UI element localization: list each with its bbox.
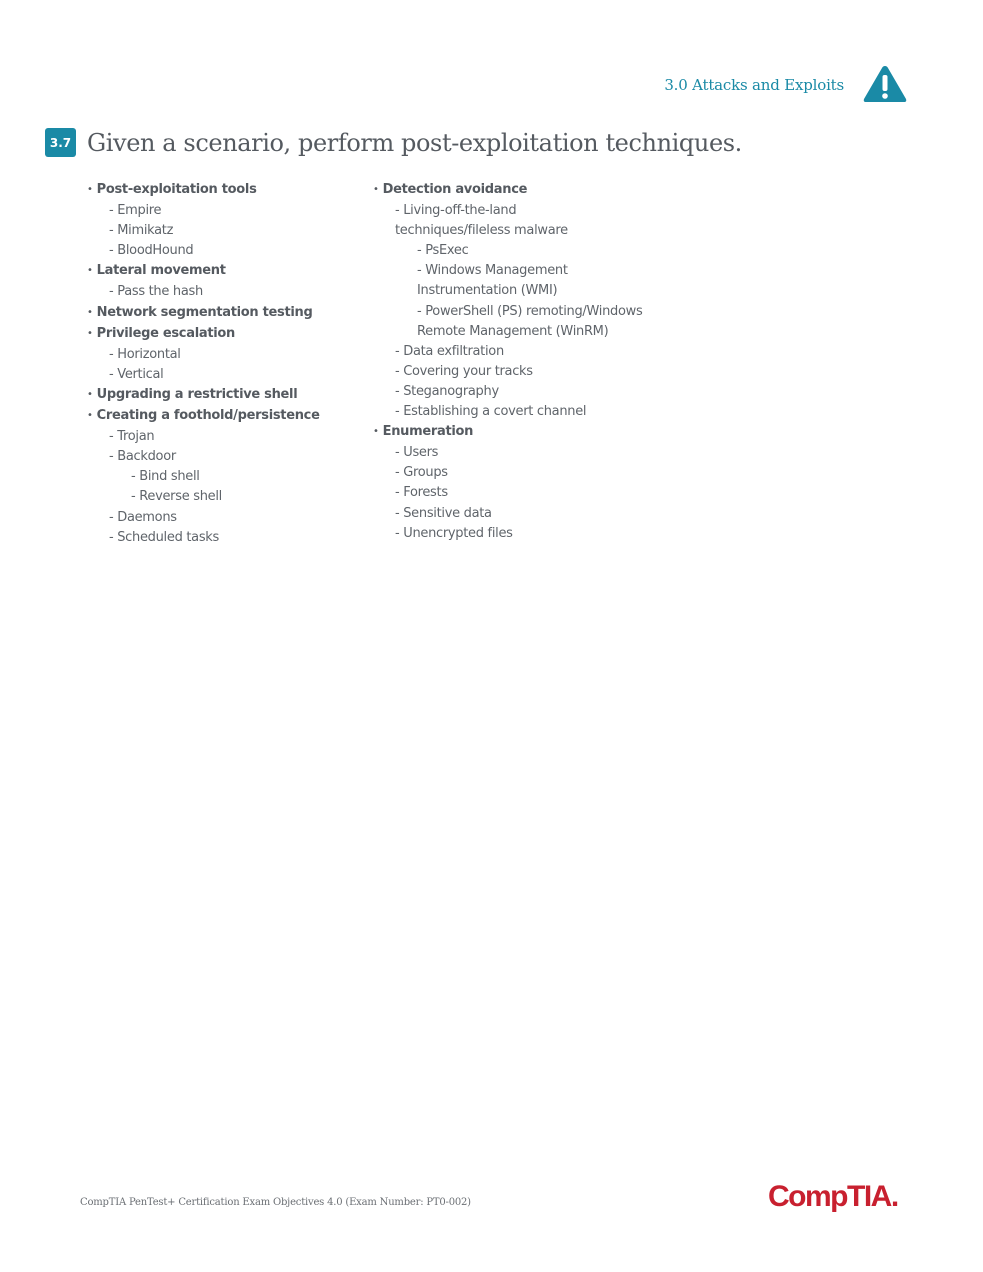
list-item: • Enumeration - Users - Groups - Forests - Sensitive data - Unencrypted files [373, 422, 673, 544]
list-item: - Bind shell [131, 467, 362, 487]
list-item: • Creating a foothold/persistence - Trojan - Backdoor - Bind shell - Reverse shell - Daemons - Scheduled tasks [87, 406, 362, 548]
objective-number-badge: 3.7 [45, 128, 76, 157]
list-item: - Forests [395, 483, 673, 503]
list-item: - Steganography [395, 382, 673, 402]
list-item: - Daemons [109, 508, 362, 528]
list-item: - Vertical [109, 365, 362, 385]
list-item: - PowerShell (PS) remoting/Windows Remote Management (WinRM) [417, 302, 673, 342]
list-item: • Network segmentation testing [87, 303, 362, 324]
list-item: - Covering your tracks [395, 362, 673, 382]
list-item: - Sensitive data [395, 504, 673, 524]
list-item: • Lateral movement - Pass the hash [87, 261, 362, 302]
list-item: - Pass the hash [109, 282, 362, 302]
list-item: - BloodHound [109, 241, 362, 261]
list-item: - Horizontal [109, 345, 362, 365]
list-item: - Establishing a covert channel [395, 402, 673, 422]
list-item: - Living-off-the-land techniques/fileless malware - PsExec - Windows Management Instrumentation (WMI) - PowerShell (PS) remoting/Windows Remote Management (WinRM) [395, 201, 673, 342]
list-item: - Windows Management Instrumentation (WMI) [417, 261, 673, 301]
page-title: Given a scenario, perform post-exploitation techniques. [87, 129, 742, 157]
list-item: - Mimikatz [109, 221, 362, 241]
list-item: - Empire [109, 201, 362, 221]
list-item: - Scheduled tasks [109, 528, 362, 548]
footer-text: CompTIA PenTest+ Certification Exam Objectives 4.0 (Exam Number: PT0-002) [80, 1197, 471, 1208]
comptia-logo: CompTIA. [768, 1180, 898, 1213]
list-item: - Reverse shell [131, 487, 362, 507]
list-item: - Groups [395, 463, 673, 483]
list-item: - PsExec [417, 241, 673, 261]
section-header: 3.0 Attacks and Exploits [664, 76, 844, 94]
list-item: - Data exfiltration [395, 342, 673, 362]
list-item: - Trojan [109, 427, 362, 447]
list-item: • Post-exploitation tools - Empire - Mimikatz - BloodHound [87, 180, 362, 261]
right-column [373, 180, 673, 544]
list-item: • Privilege escalation - Horizontal - Vertical [87, 324, 362, 385]
list-item: - Users [395, 443, 673, 463]
list-item: • Detection avoidance - Living-off-the-land techniques/fileless malware - PsExec - Windows Management Instrumentation (WMI) - PowerShell (PS) remoting/Windows Remote Management (WinRM) - Data exfiltration - Covering your tracks - Steganography - Establishing a covert channel [373, 180, 673, 422]
list-item: - Unencrypted files [395, 524, 673, 544]
list-item: - Backdoor - Bind shell - Reverse shell [109, 447, 362, 507]
list-item: • Upgrading a restrictive shell [87, 385, 362, 406]
left-column [87, 180, 362, 548]
warning-triangle-icon [862, 64, 908, 104]
